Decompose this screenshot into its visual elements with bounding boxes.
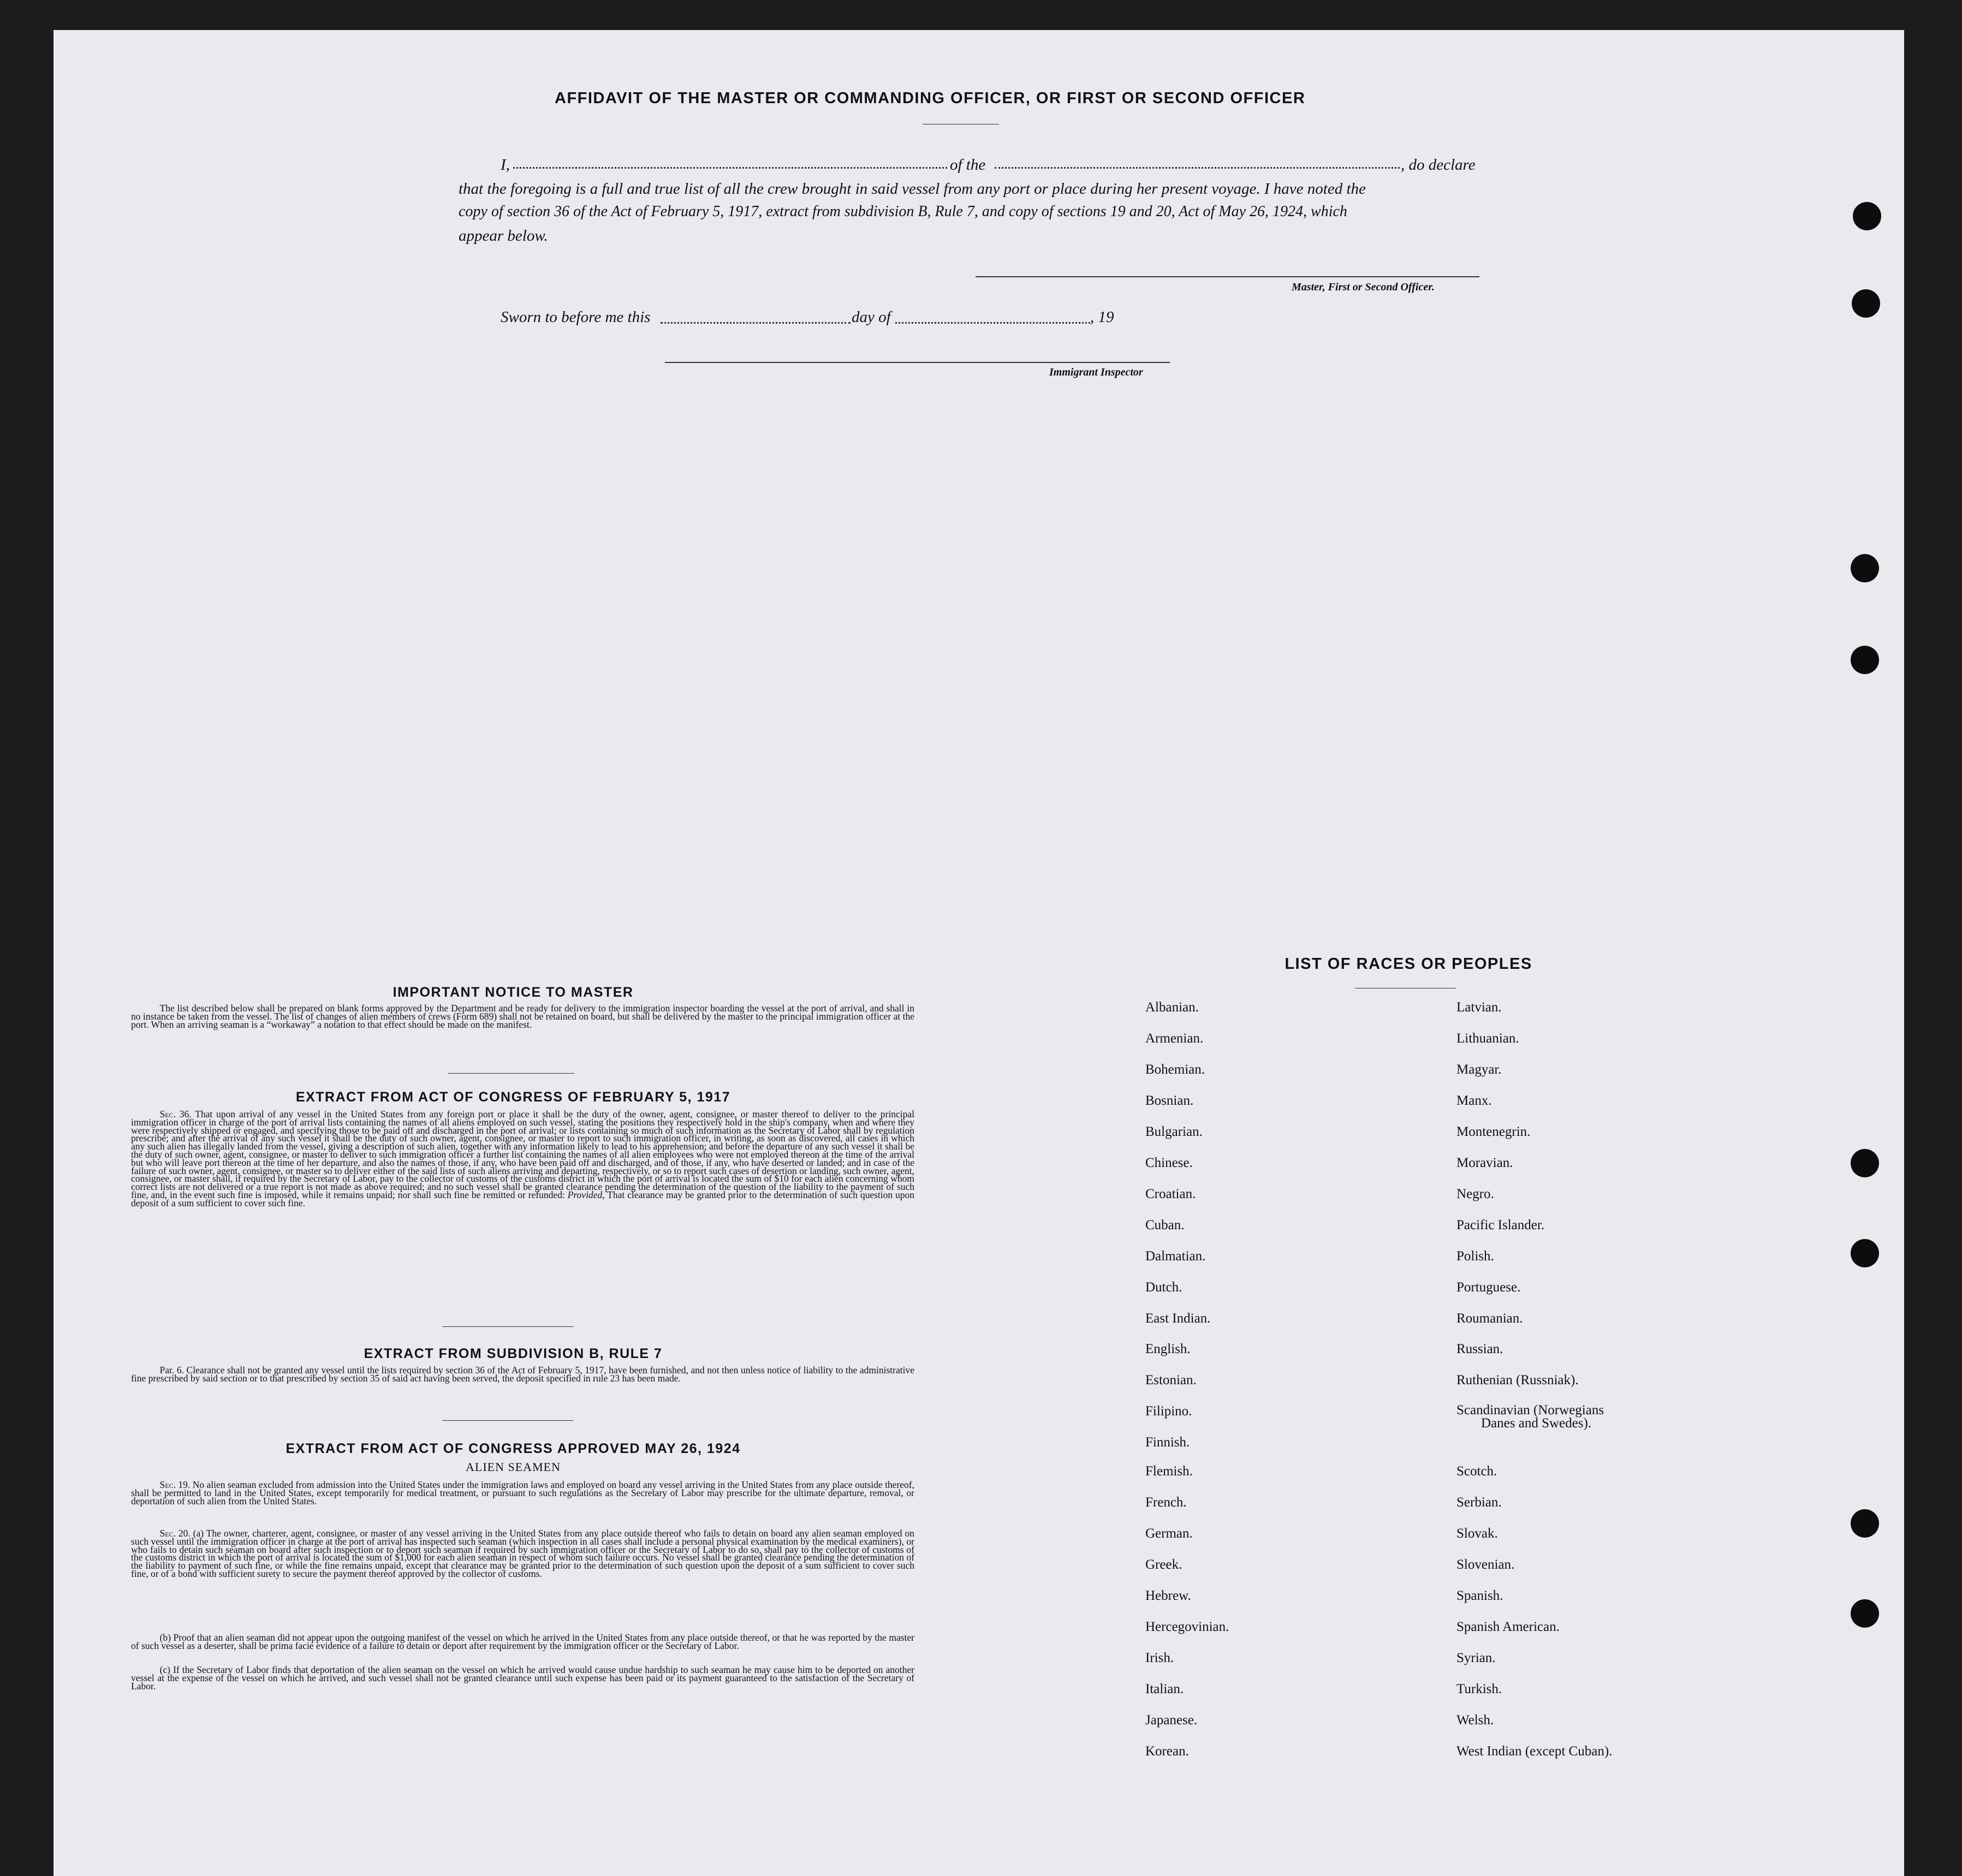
race-item: Slovenian. xyxy=(1456,1557,1515,1572)
rule7-text: Par. 6. Clearance shall not be granted any vessel until the lists required by section 36 of the Act of February 5, 1917, have been furnished, and not then unless notice of liability to the administrative fine prescribed by said section or to that prescribed by section 35 of said act having been served, the deposit specified in rule 23 has been made. xyxy=(131,1365,914,1384)
race-item: Bohemian. xyxy=(1145,1062,1205,1077)
race-item: Polish. xyxy=(1456,1249,1494,1264)
race-item: Roumanian. xyxy=(1456,1311,1523,1326)
divider xyxy=(448,1073,574,1074)
race-item: Manx. xyxy=(1456,1093,1492,1108)
section-36-end: That clearance may be granted prior to the determination of such question upon deposit of a sum sufficient to cover such fine. xyxy=(131,1189,915,1208)
race-item: Montenegrin. xyxy=(1456,1124,1531,1139)
race-item: Bosnian. xyxy=(1145,1093,1194,1108)
punch-hole xyxy=(1851,1509,1879,1538)
race-item: Latvian. xyxy=(1456,1000,1502,1015)
master-signature-label: Master, First or Second Officer. xyxy=(1292,281,1435,293)
race-item: German. xyxy=(1145,1526,1193,1541)
section-20a-body: (a) The owner, charterer, agent, consignee, or master of any vessel arriving in the United States from any place outside thereof who fails to detain on board any alien seaman employed on such vessel until the immigration officer in charge at the port of arrival has inspected such seaman (which inspection in all cases shall include a personal physical examination by the medical examiners), or who fails to detain such seaman on board after such inspection or to deport such seaman if required by such immigration officer or the Secretary of Labor to do so, shall pay to the collector of customs of the customs district in which the port of arrival is located the sum of $1,000 for each alien seaman in respect of whom such failure occurs. No vessel shall be granted clearance pending the determination of the liability to payment of such fine, or while the fine remains unpaid, except that clearance may be granted prior to the determination of such question upon the deposit of a sum sufficient to cover such fine, or of a bond with sufficient surety to secure the payment thereof approved by the collector of customs. xyxy=(131,1528,914,1579)
race-item: West Indian (except Cuban). xyxy=(1456,1744,1613,1759)
sworn-text: Sworn to before me this xyxy=(501,308,651,326)
race-item: Slovak. xyxy=(1456,1526,1498,1541)
race-item: Dalmatian. xyxy=(1145,1249,1206,1264)
race-item: Negro. xyxy=(1456,1187,1494,1201)
race-item: Irish. xyxy=(1145,1651,1174,1665)
section-20a-text xyxy=(131,1529,914,1578)
punch-hole xyxy=(1851,554,1879,582)
race-item: Spanish American. xyxy=(1456,1619,1560,1634)
race-item: Korean. xyxy=(1145,1744,1189,1759)
race-item: Flemish. xyxy=(1145,1464,1193,1479)
inspector-signature-label: Immigrant Inspector xyxy=(1049,366,1143,378)
punch-hole xyxy=(1851,1239,1879,1267)
vessel-blank[interactable] xyxy=(995,167,1400,169)
race-item: Hercegovinian. xyxy=(1145,1619,1229,1634)
race-item: Finnish. xyxy=(1145,1435,1190,1450)
affidavit-line1-declare: , do declare xyxy=(1401,156,1476,174)
section-label: Sec. 19. xyxy=(159,1479,191,1490)
affidavit-line1-of-the: of the xyxy=(950,156,986,174)
divider xyxy=(442,1420,573,1421)
race-item: Albanian. xyxy=(1145,1000,1199,1015)
race-item: Ruthenian (Russniak). xyxy=(1456,1373,1579,1387)
race-item: Portuguese. xyxy=(1456,1280,1521,1295)
race-item: Dutch. xyxy=(1145,1280,1182,1295)
race-item: Turkish. xyxy=(1456,1682,1502,1696)
race-item: Croatian. xyxy=(1145,1187,1196,1201)
section-label: Sec. 36. xyxy=(159,1109,192,1119)
section-20c-text: (c) If the Secretary of Labor finds that deportation of the alien seaman on the vessel on which he arrived would cause undue hardship to such seaman he may cause him to be deported on another vessel at the expense of the vessel on which he arrived, and such vessel shall not be granted clearance until such expense has been paid or its payment guaranteed to the satisfaction of the Secretary of Labor. xyxy=(131,1664,914,1692)
punch-hole xyxy=(1851,646,1879,674)
document-page xyxy=(53,30,1904,1876)
notice-text: The list described below shall be prepared on blank forms approved by the Department and be ready for delivery to the immigration inspector boarding the vessel at the port of arrival, and shall in no instance be taken from the vessel. The list of changes of alien members of crews (Form 689) shall not be retained on board, but shall be delivered by the master to the principal immigration officer at the port. When an arriving seaman is a “workaway” a notation to that effect should be made on the manifest. xyxy=(131,1003,914,1030)
section-20b-text: (b) Proof that an alien seaman did not appear upon the outgoing manifest of the vessel on which he arrived in the United States from any place outside thereof, or that he was reported by the master of such vessel as a deserter, shall be prima facie evidence of a failure to detain or deport after requirement by the immigration officer or the Secretary of Labor. xyxy=(131,1632,914,1651)
affidavit-line2: that the foregoing is a full and true list of all the crew brought in said vessel from any port or place during her present voyage. I have noted the xyxy=(459,180,1366,198)
race-item: Spanish. xyxy=(1456,1588,1503,1603)
races-title: LIST OF RACES OR PEOPLES xyxy=(1285,955,1532,973)
race-item: Hebrew. xyxy=(1145,1588,1191,1603)
race-item: Moravian. xyxy=(1456,1156,1513,1170)
race-item: Russian. xyxy=(1456,1342,1503,1356)
race-item: Danes and Swedes). xyxy=(1481,1416,1592,1431)
race-item: East Indian. xyxy=(1145,1311,1211,1326)
master-signature-line[interactable] xyxy=(976,276,1479,277)
race-item: French. xyxy=(1145,1495,1187,1510)
punch-hole xyxy=(1851,1599,1879,1628)
section-19-text xyxy=(131,1481,914,1505)
race-item: Italian. xyxy=(1145,1682,1184,1696)
affidavit-line1-i: I, xyxy=(501,156,510,174)
race-item: Syrian. xyxy=(1456,1651,1496,1665)
punch-hole xyxy=(1851,1149,1879,1177)
year-text: , 19 xyxy=(1090,308,1114,326)
punch-hole xyxy=(1852,289,1880,318)
race-item: Japanese. xyxy=(1145,1713,1198,1728)
inspector-signature-line[interactable] xyxy=(665,362,1170,363)
extract-1917-text xyxy=(131,1110,914,1207)
race-item: Scotch. xyxy=(1456,1464,1497,1479)
race-item: Welsh. xyxy=(1456,1713,1494,1728)
race-item: Chinese. xyxy=(1145,1156,1193,1170)
race-item: Estonian. xyxy=(1145,1373,1197,1387)
divider xyxy=(442,1326,573,1327)
section-36-text: That upon arrival of any vessel in the United States from any foreign port or place it shall be the duty of the owner, agent, consignee, or master thereof to deliver to the principal immigration officer in charge of the port of arrival lists containing the names of all aliens employed on such vessel, stating the positions they respectively hold in the ship's company, when and where they were respectively shipped or engaged, and specifying those to be paid off and discharged in the port of arrival; or lists containing so much of such information as the Secretary of Labor shall by regulation prescribe; and after the arrival of any such vessel it shall be the duty of such owner, agent, consignee, or master to report to such immigration officer, in writing, as soon as discovered, all cases in which any such alien has illegally landed from the vessel, giving a description of such alien, together with any information likely to lead to his apprehension; and before the departure of any such vessel it shall be the duty of such owner, agent, consignee, or master to deliver to such immigration officer a further list containing the names of all alien employees who were not employed thereon at the time of the arrival but who will leave port thereon at the time of her departure, and also the names of those, if any, who have been paid off and discharged, and of those, if any, who have deserted or landed; and in case of the failure of such owner, agent, consignee, or master so to deliver either of the said lists of such aliens arriving and departing, respectively, or so to report such cases of desertion or landing, such owner, agent, consignee, or master shall, if required by the Secretary of Labor, pay to the collector of customs of the customs district in which the port of arrival is located the sum of $10 for each alien concerning whom correct lists are not delivered or a true report is not made as above required; and no such vessel shall be granted clearance pending the determination of the question of the liability to the payment of such fine, and, in the event such fine is imposed, while it remains unpaid; nor shall such fine be remitted or refunded: xyxy=(131,1109,914,1200)
extract-1924-title: EXTRACT FROM ACT OF CONGRESS APPROVED MAY 26, 1924 xyxy=(286,1441,741,1456)
race-item: Greek. xyxy=(1145,1557,1182,1572)
affidavit-line3: copy of section 36 of the Act of February 5, 1917, extract from subdivision B, Rule 7, and copy of sections 19 and 20, Act of May 26, 1924, which xyxy=(459,203,1347,220)
race-item: Scandinavian (Norwegians xyxy=(1456,1403,1604,1418)
race-item: Armenian. xyxy=(1145,1031,1204,1046)
race-item: Filipino. xyxy=(1145,1404,1192,1419)
sworn-month-blank[interactable] xyxy=(895,322,1090,324)
rule7-title: EXTRACT FROM SUBDIVISION B, RULE 7 xyxy=(364,1346,663,1361)
section-label: Sec. 20. xyxy=(159,1528,191,1539)
alien-seamen-subtitle: ALIEN SEAMEN xyxy=(466,1460,561,1474)
notice-title: IMPORTANT NOTICE TO MASTER xyxy=(393,985,634,1000)
race-item: Magyar. xyxy=(1456,1062,1502,1077)
day-of-text: day of xyxy=(852,308,891,326)
race-item: Pacific Islander. xyxy=(1456,1218,1545,1232)
race-item: English. xyxy=(1145,1342,1191,1356)
affidavit-title: AFFIDAVIT OF THE MASTER OR COMMANDING OFFICER, OR FIRST OR SECOND OFFICER xyxy=(555,90,1306,107)
extract-1917-title: EXTRACT FROM ACT OF CONGRESS OF FEBRUARY 5, 1917 xyxy=(295,1089,731,1105)
affidavit-line4: appear below. xyxy=(459,227,548,245)
race-item: Cuban. xyxy=(1145,1218,1185,1232)
sworn-day-blank[interactable] xyxy=(661,322,851,324)
punch-hole xyxy=(1853,202,1881,230)
provided-text: Provided, xyxy=(567,1189,605,1200)
race-item: Bulgarian. xyxy=(1145,1124,1203,1139)
race-item: Lithuanian. xyxy=(1456,1031,1519,1046)
race-item: Serbian. xyxy=(1456,1495,1502,1510)
section-19-body: No alien seaman excluded from admission into the United States under the immigration laws and employed on board any vessel arriving in the United States from any place outside thereof, shall be permitted to land in the United States, except temporarily for medical treatment, or pursuant to such regulations as the Secretary of Labor may prescribe for the ultimate departure, removal, or deportation of such alien from the United States. xyxy=(131,1479,914,1506)
name-blank[interactable] xyxy=(513,167,947,169)
